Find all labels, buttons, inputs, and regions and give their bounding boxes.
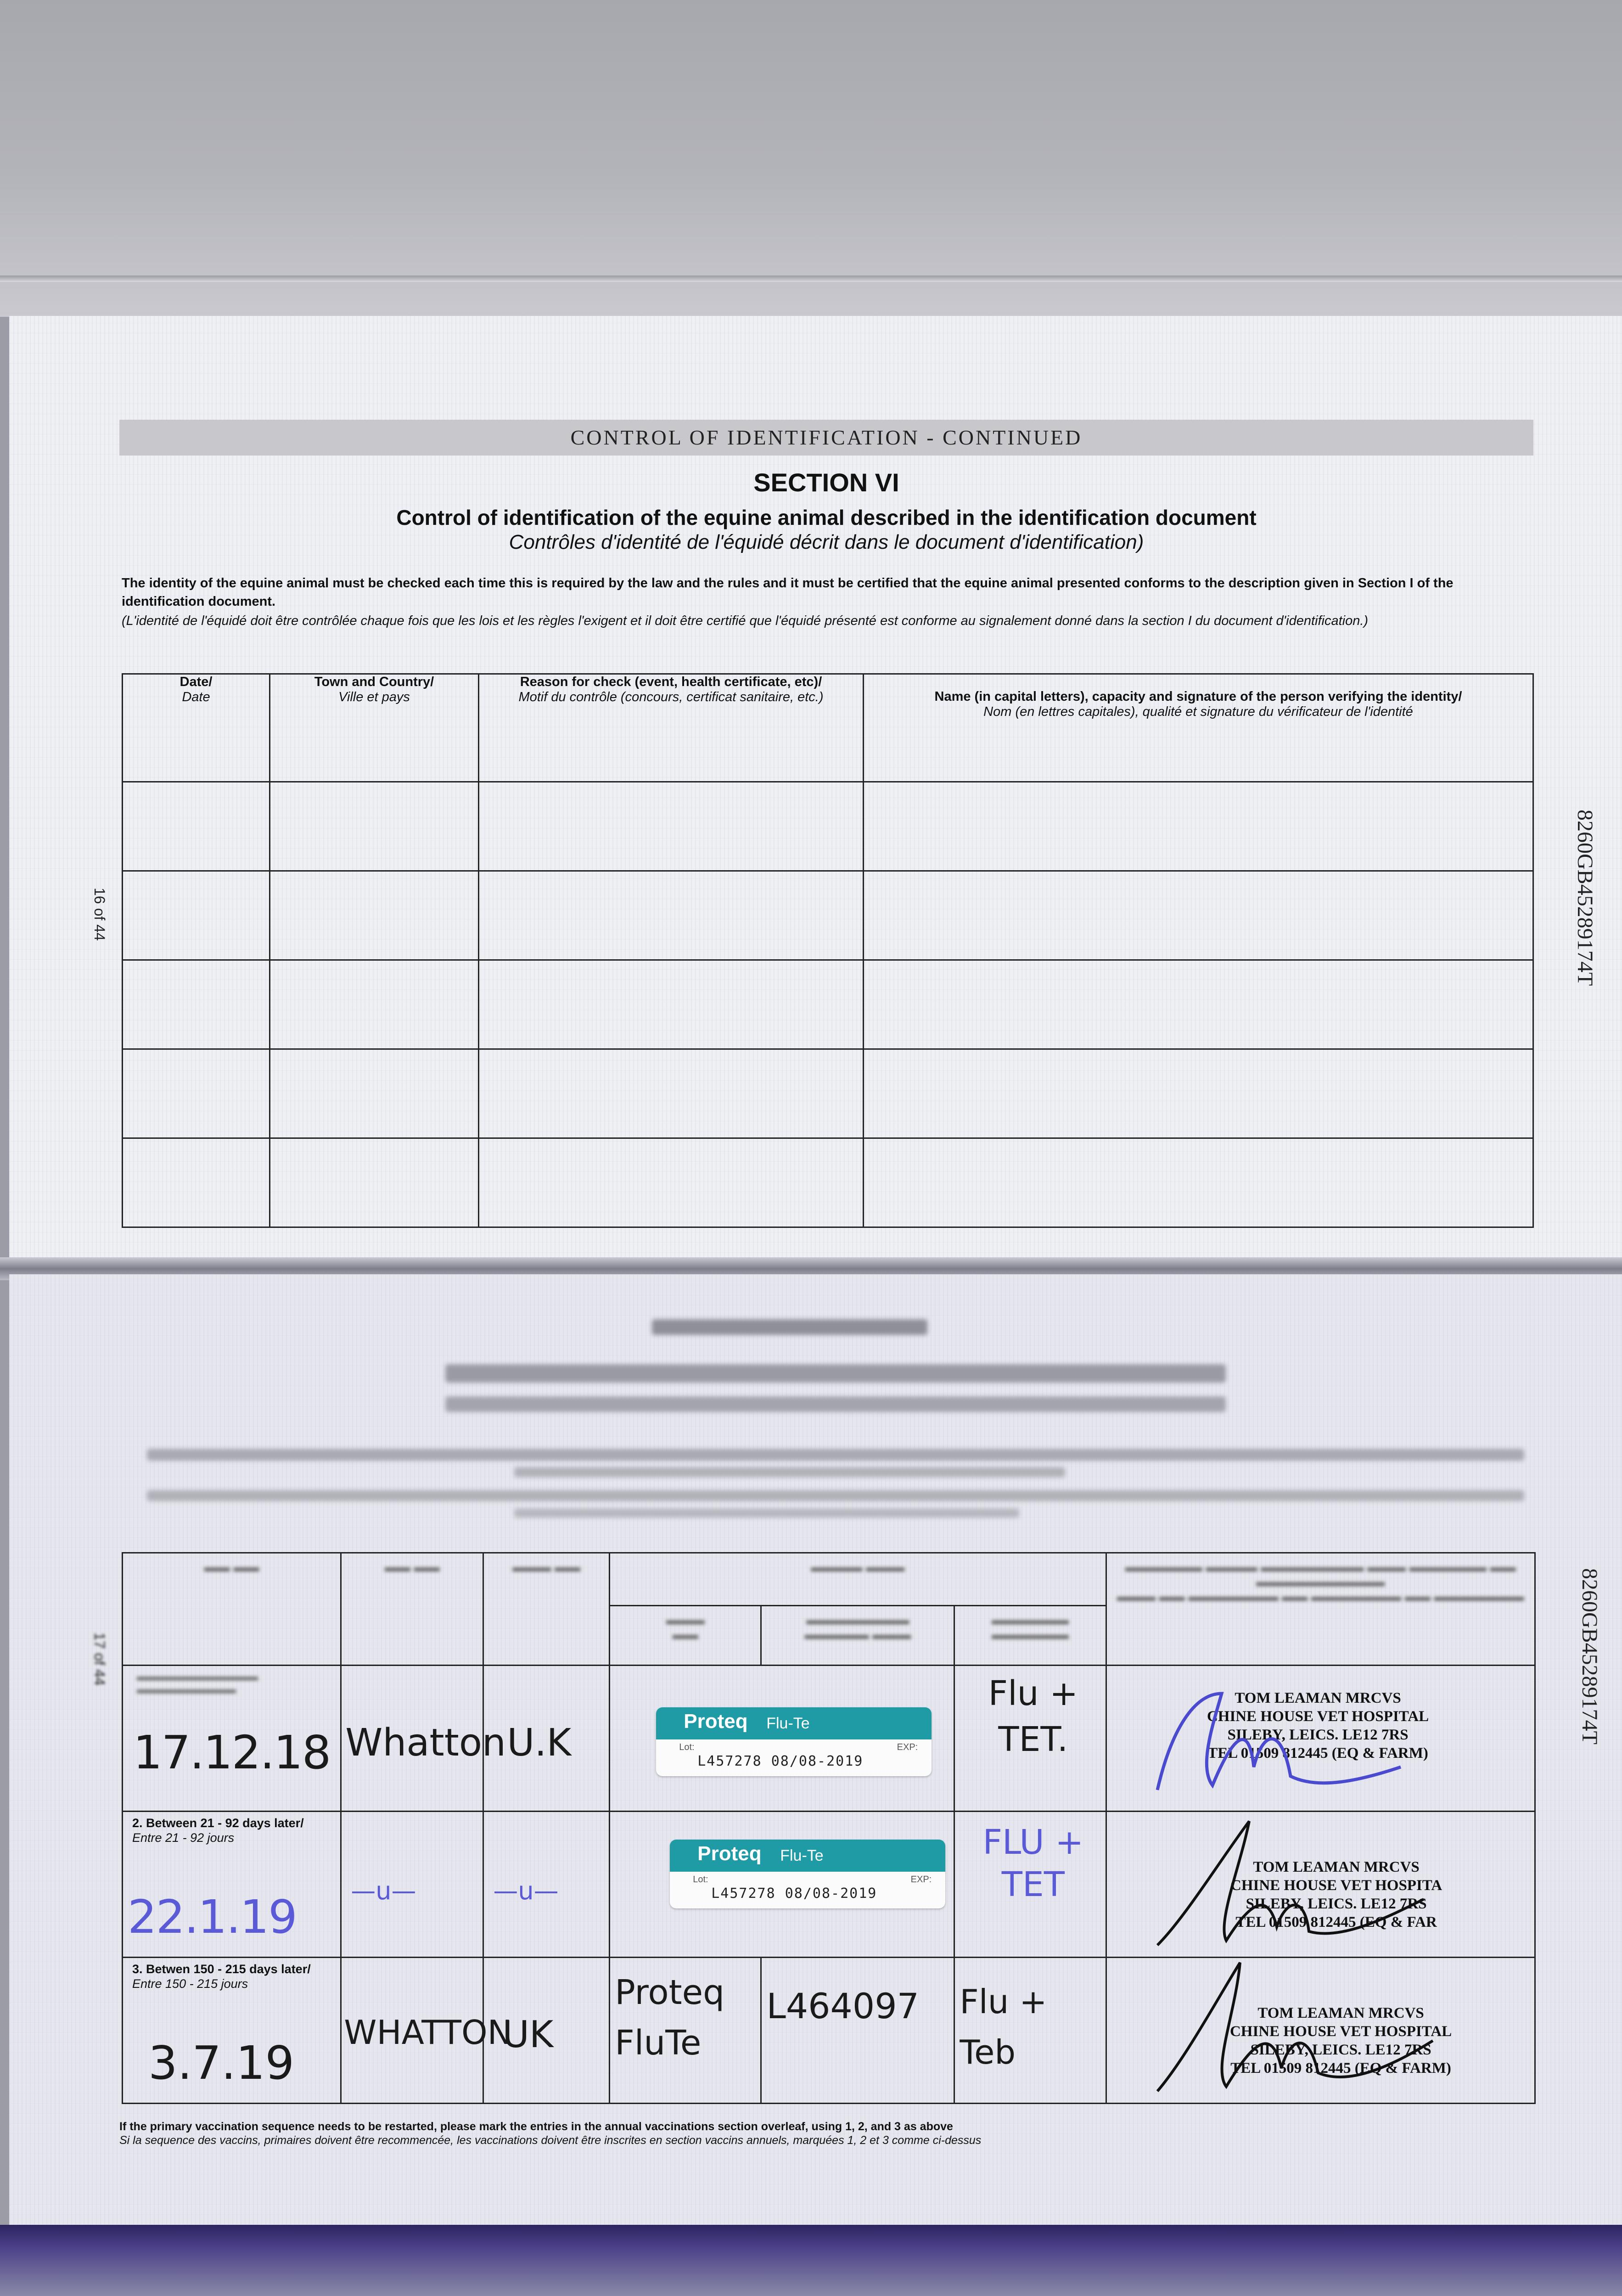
cell-reason[interactable] — [479, 871, 864, 960]
passport-number: 8260GB45289174T — [1577, 1568, 1602, 1745]
stamp-line: TOM LEAMAN MRCVS — [1253, 1859, 1420, 1875]
vaccine-sticker — [670, 1840, 945, 1908]
sticker-product: Flu-Te — [766, 1715, 810, 1732]
disease-value: Flu + TET. — [988, 1674, 1078, 1759]
cell-town[interactable] — [270, 1049, 479, 1138]
batch-value: L464097 — [766, 1986, 919, 2026]
blurred-intro-2 — [514, 1467, 1065, 1477]
cell-practice-stamp[interactable] — [1106, 1812, 1535, 1958]
col-disease: ▬▬▬▬▬▬ ▬▬▬▬▬▬ — [954, 1606, 1106, 1666]
plastic-sleeve — [0, 0, 1622, 317]
col-date: ▬▬ ▬▬ — [123, 1553, 341, 1666]
stamp-line: CHINE HOUSE VET HOSPITA — [1230, 1877, 1442, 1894]
stamp-line: TEL 01509 812445 (EQ & FARM) — [1230, 2060, 1451, 2077]
blurred-intro-fr — [147, 1490, 1524, 1501]
row-label-fr: Entre 21 - 92 jours — [132, 1831, 235, 1845]
cell-verifier[interactable] — [864, 871, 1533, 960]
stamp-line: SILEBY, LEICS. LE12 7RS — [1246, 1896, 1427, 1912]
table-row — [123, 782, 1533, 871]
cell-date[interactable] — [123, 1049, 270, 1138]
footnote-en: If the primary vaccination sequence needs to be restarted, please mark the entries in the annual vaccinations section overleaf, using 1, 2, and 3 as above — [119, 2120, 953, 2133]
blurred-subtitle — [445, 1364, 1226, 1383]
page-vaccination — [9, 1274, 1622, 2225]
vaccination-row — [123, 1666, 1535, 1812]
col-verifier-en: Name (in capital letters), capacity and signature of the person verifying the identity/ — [934, 689, 1462, 704]
subtitle-en: Control of identification of the equine animal described in the identification document — [396, 506, 1257, 529]
vaccination-table — [122, 1552, 1536, 2104]
vet-signature-blue — [1144, 1675, 1511, 1804]
table-row — [123, 1138, 1533, 1227]
cell-verifier[interactable] — [864, 1049, 1533, 1138]
date-value: 22.1.19 — [128, 1890, 297, 1944]
cell-place[interactable] — [341, 1666, 506, 1812]
sticker-lot-value: L457278 08/08-2019 — [697, 1753, 864, 1769]
page-number-blurred: 17 of 44 — [91, 1632, 108, 1686]
vaccine-name-value: Proteq FluTe — [615, 1973, 725, 2063]
stamp-line: TEL 01509 812445 (EQ & FARM) — [1207, 1745, 1428, 1761]
cell-reason[interactable] — [479, 1138, 864, 1227]
cell-verifier[interactable] — [864, 960, 1533, 1049]
cell-town[interactable] — [270, 1138, 479, 1227]
cell-date[interactable] — [123, 782, 270, 871]
cell-vaccine-name[interactable] — [610, 1958, 761, 2104]
stamp-line: SILEBY, LEICS. LE12 7RS — [1227, 1727, 1409, 1743]
page-section-vi — [9, 316, 1622, 1263]
cell-practice-stamp[interactable] — [1106, 1666, 1535, 1812]
sticker-lot-label: Lot: — [679, 1742, 695, 1752]
row-label-en: 2. Between 21 - 92 days later/ — [132, 1816, 304, 1830]
date-value: 3.7.19 — [148, 2036, 295, 2090]
cell-town[interactable] — [270, 782, 479, 871]
row-label-en: 3. Betwen 150 - 215 days later/ — [132, 1962, 311, 1976]
intro-en: The identity of the equine animal must be checked each time this is required by the law and the rules and it must be certified that the equine animal presented conforms to the description given in Section I of the identification document. — [122, 576, 1454, 609]
blurred-intro-fr-2 — [514, 1508, 1019, 1518]
cell-disease[interactable] — [954, 1958, 1106, 2104]
cell-reason[interactable] — [479, 1049, 864, 1138]
blurred-intro — [147, 1449, 1524, 1461]
cell-disease[interactable] — [954, 1812, 1106, 1958]
sticker-lot-label: Lot: — [693, 1874, 708, 1885]
col-vaccine-name: ▬▬▬ ▬▬ — [610, 1606, 761, 1666]
passport-number: 8260GB45289174T — [1573, 810, 1597, 986]
col-place: ▬▬ ▬▬ — [341, 1553, 483, 1666]
vaccination-row — [123, 1812, 1535, 1958]
passport-cover — [0, 2225, 1622, 2296]
sticker-brand: Proteq — [684, 1710, 748, 1733]
identification-check-table — [122, 673, 1534, 1228]
sticker-brand: Proteq — [697, 1842, 762, 1865]
subtitle-fr: Contrôles d'identité de l'équidé décrit dans le document d'identification) — [509, 531, 1144, 553]
col-batch-number: ▬▬▬▬▬▬▬▬ ▬▬▬▬▬ ▬▬▬ — [761, 1606, 954, 1666]
cell-date[interactable] — [123, 871, 270, 960]
stamp-line: SILEBY, LEICS. LE12 7RS — [1250, 2042, 1431, 2058]
sticker-exp-label: EXP: — [910, 1874, 932, 1885]
col-reason-fr: Motif du contrôle (concours, certificat sanitaire, etc.) — [518, 690, 824, 704]
stamp-line: TEL 01509 812445 (EQ & FAR — [1235, 1914, 1437, 1930]
cell-vaccine-label[interactable] — [610, 1812, 954, 1958]
cell-vaccine-label[interactable] — [610, 1666, 954, 1812]
cell-date[interactable] — [123, 1958, 341, 2104]
sticker-product: Flu-Te — [780, 1847, 824, 1864]
row-label — [123, 1812, 340, 1845]
cell-disease[interactable] — [954, 1666, 1106, 1812]
place-value: Whatton — [345, 1721, 506, 1765]
disease-value: Flu + Teb — [960, 1982, 1047, 2071]
table-row — [123, 1049, 1533, 1138]
col-date-en: Date/ — [180, 675, 213, 689]
vaccine-sticker — [656, 1707, 932, 1776]
cell-date[interactable] — [123, 1666, 341, 1812]
col-practice-stamp: ▬▬▬▬▬▬ ▬▬▬▬ ▬▬▬▬▬▬▬▬ ▬▬▬ ▬▬▬▬▬▬ ▬▬ ▬▬▬▬▬▬▬▬▬▬ ▬▬▬ ▬▬ ▬▬▬▬▬▬▬ ▬▬ ▬▬▬▬▬▬▬ ▬▬ ▬▬▬▬▬▬▬ — [1106, 1553, 1535, 1666]
cell-reason[interactable] — [479, 960, 864, 1049]
col-town-fr: Ville et pays — [338, 690, 410, 704]
col-vaccine: ▬▬▬▬ ▬▬▬ — [610, 1553, 1106, 1606]
stamp-line: TOM LEAMAN MRCVS — [1235, 1690, 1401, 1706]
table-row — [123, 871, 1533, 960]
cell-place[interactable] — [341, 1812, 483, 1958]
country-value: U.K — [507, 1721, 572, 1765]
cell-country[interactable] — [483, 1812, 610, 1958]
col-town-country — [270, 674, 479, 782]
cell-town[interactable] — [270, 871, 479, 960]
cell-verifier[interactable] — [864, 782, 1533, 871]
cell-date[interactable] — [123, 1812, 341, 1958]
cell-practice-stamp[interactable] — [1106, 1958, 1535, 2104]
col-reason-en: Reason for check (event, health certificate, etc)/ — [520, 675, 822, 689]
disease-value: FLU + TET — [982, 1823, 1084, 1904]
col-reason — [479, 674, 864, 782]
cell-batch-number[interactable] — [761, 1958, 954, 2104]
col-date-fr: Date — [182, 690, 210, 704]
date-value: 17.12.18 — [133, 1726, 331, 1779]
vaccination-row — [123, 1958, 1535, 2104]
col-country: ▬▬▬ ▬▬ — [483, 1553, 610, 1666]
blurred-heading — [652, 1319, 927, 1335]
cell-reason[interactable] — [479, 782, 864, 871]
sticker-exp-label: EXP: — [897, 1742, 918, 1752]
stamp-line: CHINE HOUSE VET HOSPITAL — [1207, 1708, 1429, 1725]
sleeve-edge — [0, 276, 1622, 282]
cell-verifier[interactable] — [864, 1138, 1533, 1227]
row-label — [123, 1958, 340, 1991]
cell-place[interactable] — [341, 1958, 512, 2104]
section-title: SECTION VI — [753, 468, 899, 497]
sticker-lot-value: L457278 08/08-2019 — [711, 1885, 877, 1902]
vet-signature — [1148, 1812, 1515, 1958]
blurred-subtitle-fr — [445, 1396, 1226, 1412]
footnote-fr: Si la sequence des vaccins, primaires doivent être recommencée, les vaccinations doivent être inscrites en section vaccins annuels, marquées 1, 2 et 3 comme ci-dessus — [119, 2134, 982, 2147]
vet-signature — [1148, 1958, 1515, 2104]
cell-town[interactable] — [270, 960, 479, 1049]
stamp-line: TOM LEAMAN MRCVS — [1257, 2005, 1424, 2021]
row-label-fr: Entre 150 - 215 jours — [132, 1977, 248, 1991]
cell-date[interactable] — [123, 1138, 270, 1227]
page-number: 16 of 44 — [91, 888, 108, 941]
stamp-line: CHINE HOUSE VET HOSPITAL — [1229, 2023, 1452, 2040]
place-value: —u— — [351, 1876, 416, 1905]
col-verifier-fr: Nom (en lettres capitales), qualité et signature du vérificateur de l'identité — [983, 704, 1413, 719]
col-date — [123, 674, 270, 782]
cell-country[interactable] — [483, 1958, 610, 2104]
cell-date[interactable] — [123, 960, 270, 1049]
table-row — [123, 960, 1533, 1049]
cell-country[interactable] — [483, 1666, 610, 1812]
table-header-row — [123, 1553, 1535, 1606]
place-value: WHATTON — [344, 2013, 512, 2052]
country-value: —u— — [493, 1876, 559, 1905]
table-header-row — [123, 674, 1533, 782]
blurred-row-label: ▬▬▬▬▬▬▬▬▬▬▬ ▬▬▬▬▬▬▬▬▬ — [137, 1671, 258, 1696]
header-band: CONTROL OF IDENTIFICATION - CONTINUED — [119, 420, 1533, 456]
country-value: UK — [502, 2013, 554, 2056]
intro-fr: (L'identité de l'équidé doit être contrôlée chaque fois que les lois et les règles l'exigent et il doit être certifié que l'équidé présenté est conforme au signalement donné dans la section I du document d'identification.) — [122, 613, 1369, 628]
col-town-en: Town and Country/ — [314, 675, 434, 689]
col-verifier — [864, 674, 1533, 782]
